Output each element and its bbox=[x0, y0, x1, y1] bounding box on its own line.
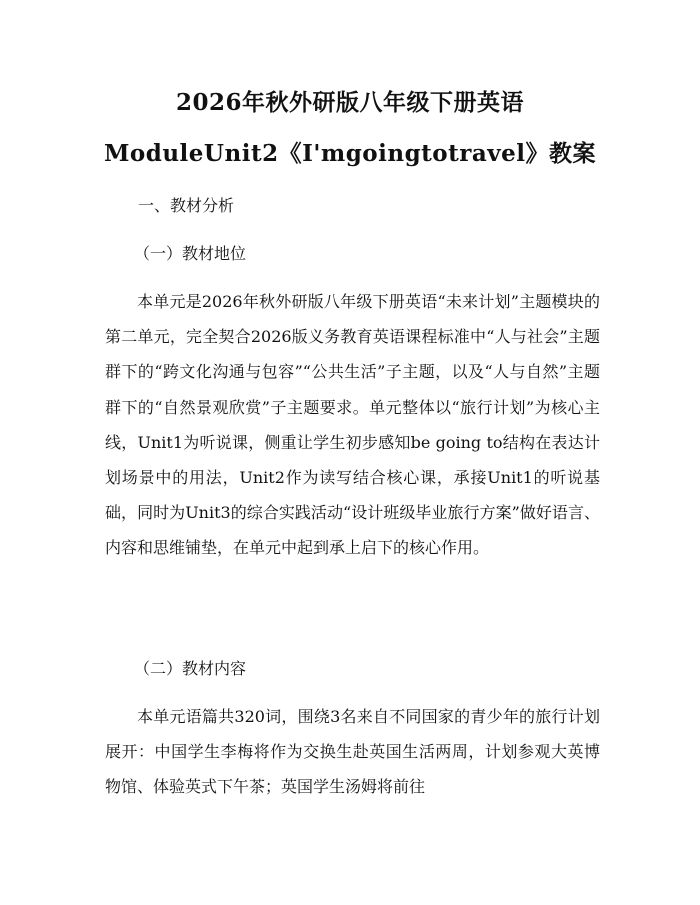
document-title-line-2: ModuleUnit2《I'mgoingtotravel》教案 bbox=[103, 140, 597, 167]
paragraph-textbook-content: 本单元语篇共320词，围绕3名来自不同国家的青少年的旅行计划展开：中国学生李梅将作为交换生赴英国生活两周，计划参观大英博物馆、体验英式下午茶；英国学生汤姆将前往 bbox=[105, 707, 600, 797]
subsection-heading-textbook-content: （二）教材内容 bbox=[134, 659, 247, 678]
section-heading-textbook-analysis: 一、教材分析 bbox=[138, 196, 235, 215]
document-title-line-1: 2026年秋外研版八年级下册英语 bbox=[175, 89, 524, 116]
subsection-heading-textbook-status: （一）教材地位 bbox=[134, 244, 247, 263]
paragraph-textbook-status: 本单元是2026年秋外研版八年级下册英语“未来计划”主题模块的第二单元，完全契合2026版义务教育英语课程标准中“人与社会”主题群下的“跨文化沟通与包容”“公共生活”子主题，以及“人与自然”主题群下的“自然景观欣赏”子主题要求。单元整体以“旅行计划”为核心主线，Unit1为听说课，侧重让学生初步感知be going to结构在表达计划场景中的用法，Unit2作为读写结合核心课，承接Unit1的听说基础，同时为Unit3的综合实践活动“设计班级毕业旅行方案”做好语言、内容和思维铺垫，在单元中起到承上启下的核心作用。 bbox=[105, 292, 600, 558]
